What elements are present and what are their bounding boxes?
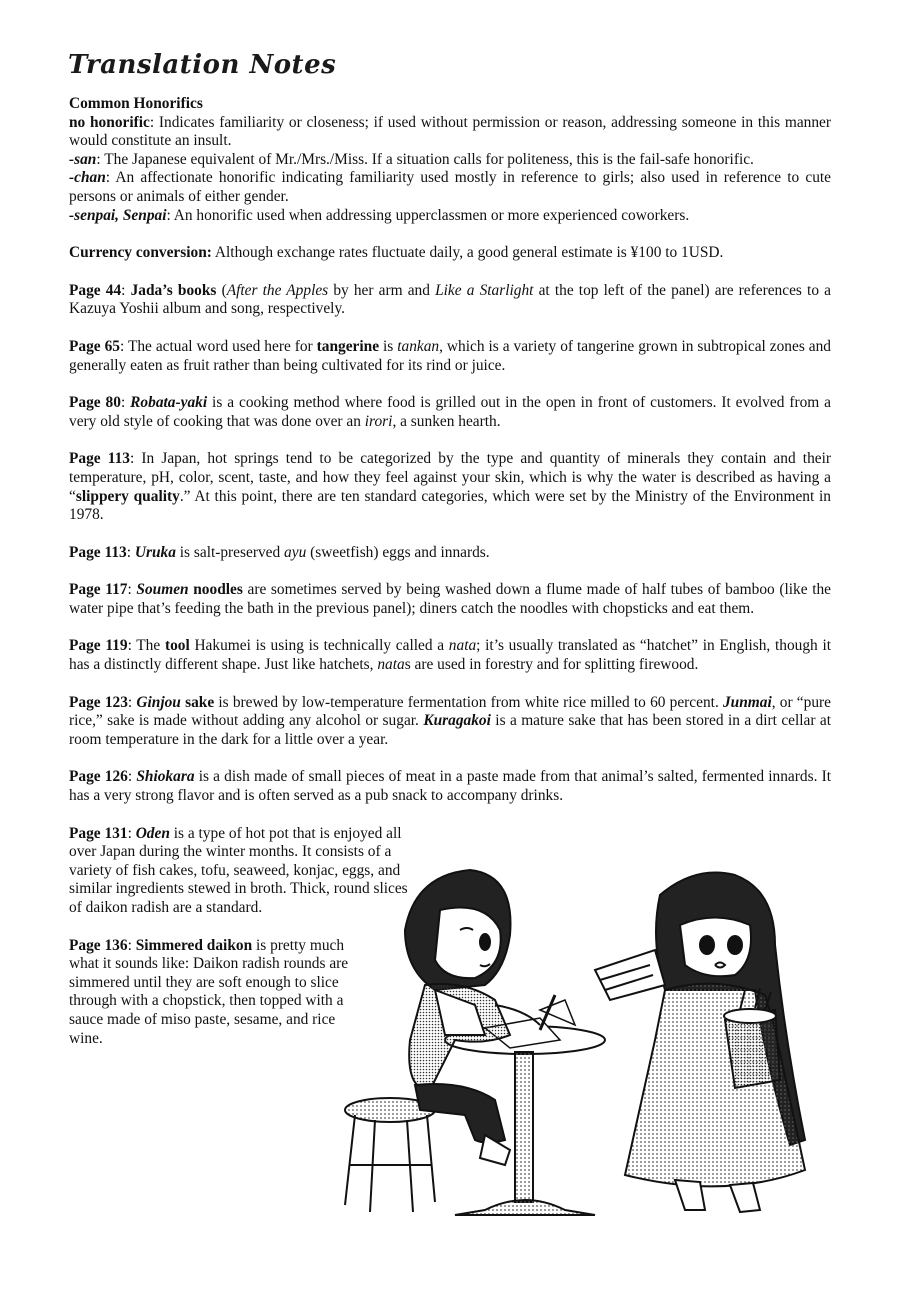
note-page-113-uruka: Page 113: Uruka is salt-preserved ayu (sweetfish) eggs and innards.: [69, 543, 490, 561]
honorific-item: -san: The Japanese equivalent of Mr./Mrs./Miss. If a situation calls for politeness, this is the fail-safe honorific.: [69, 150, 754, 168]
page-title: Translation Notes: [68, 50, 337, 80]
honorific-item: -chan: An affectionate honorific indicating familiarity used mostly in reference to girls; also used in reference to cute persons or animals of either gender.: [69, 169, 831, 205]
currency-note: Currency conversion: Although exchange rates fluctuate daily, a good general estimate is ¥100 to 1USD.: [69, 244, 724, 262]
honorifics-heading: Common Honorifics: [69, 95, 203, 112]
note-page-44: Page 44: Jada’s books (After the Apples by her arm and Like a Starlight at the top left of the panel) are references to a Kazuya Yoshii album and song, respectively.: [69, 281, 831, 318]
stool: [345, 1098, 435, 1212]
honorifics-section: [69, 95, 831, 225]
honorific-item: no honorific: Indicates familiarity or closeness; if used without permission or reason, addressing someone in this manner would constitute an insult.: [69, 113, 832, 150]
honorific-item: -senpai, Senpai: An honorific used when addressing upperclassmen or more experienced coworkers.: [69, 206, 690, 224]
chibi-characters-illustration: [335, 840, 820, 1225]
note-page-65: Page 65: The actual word used here for tangerine is tankan, which is a variety of tangerine grown in subtropical zones and generally eaten as fruit rather than being cultivated for its rind or juice.: [69, 337, 831, 374]
right-character: [595, 873, 805, 1213]
note-page-119: Page 119: The tool Hakumei is using is technically called a nata; it’s usually translated as “hatchet” in English, though it has a distinctly different shape. Just like hatchets, natas are used in forestry and for splitting firewood.: [69, 637, 832, 674]
note-page-80: Page 80: Robata-yaki is a cooking method where food is grilled out in the open in front of customers. It evolved from a very old style of cooking that was done over an irori, a sunken hearth.: [69, 394, 832, 430]
note-page-126: Page 126: Shiokara is a dish made of small pieces of meat in a paste made from that animal’s salted, fermented innards. It has a very strong flavor and is often served as a pub snack to accompany drinks.: [69, 768, 831, 805]
note-page-136: Page 136: Simmered daikon is pretty much what it sounds like: Daikon radish rounds are simmered until they are soft enough to slice through with a chopstick, then topped with a sauce made of miso paste, sesame, and rice wine.: [69, 936, 349, 1047]
note-page-117: Page 117: Soumen noodles are sometimes served by being washed down a flume made of half tubes of bamboo (like the water pipe that’s feeding the bath in the previous panel); diners catch the noodles with chopsticks and eat them.: [69, 581, 832, 617]
note-page-131: Page 131: Oden is a type of hot pot that is enjoyed all over Japan during the winter months. It consists of a variety of fish cakes, tofu, seaweed, konjac, eggs, and similar ingredients stewed in broth. Thick, round slices of daikon radish are a standard.: [69, 824, 408, 916]
note-page-123: Page 123: Ginjou sake is brewed by low-temperature fermentation from white rice milled to 60 percent. Junmai, or “pure rice,” sake is made without adding any alcohol or sugar. Kuragakoi is a mature sake that has been stored in a dirt cellar at room temperature in the dark for a little over a year.: [69, 693, 832, 748]
note-page-113-hot-springs: Page 113: In Japan, hot springs tend to be categorized by the type and quantity of minerals they contain and their temperature, pH, color, scent, taste, and how they feel against your skin, which is why the water is described as having a “slippery quality.” At this point, there are ten standard categories, which were set by the Ministry of the Environment in 1978.: [69, 450, 831, 524]
